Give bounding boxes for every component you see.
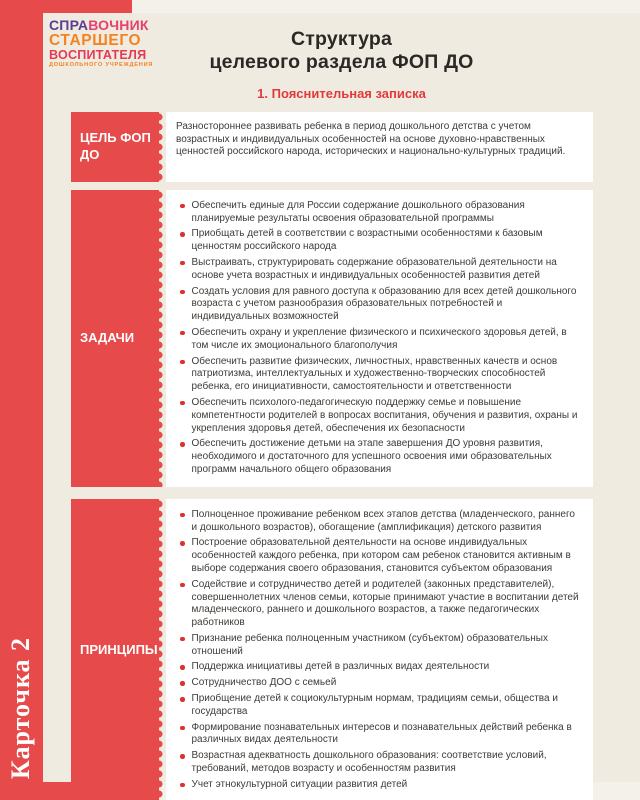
bullet-item — [178, 677, 579, 690]
logo-line-spravochnik — [49, 18, 169, 33]
section-content-tasks — [166, 190, 593, 487]
section-content-principles — [166, 499, 593, 800]
section-row-tasks — [71, 190, 640, 487]
vertical-card-label: Карточка 2 — [6, 636, 35, 780]
bullet-item — [178, 509, 579, 535]
logo-tagline: ДОШКОЛЬНОГО УЧРЕЖДЕНИЯ — [49, 61, 154, 68]
section-row-principles — [71, 499, 640, 800]
bullet-text: Обеспечить единые для России содержание дошкольного образования планируемые результаты освоения образовательной программы — [191, 199, 525, 224]
bullet-item — [178, 722, 579, 748]
logo-text-spra: СПРА — [49, 17, 89, 33]
logo-line-starshego: СТАРШЕГО — [49, 31, 142, 49]
bullet-text: Обеспечить развитие физических, личностных, нравственных качеств и основ патриотизма, интеллектуальных и художественно-творческих способностей ребенка, его инициативности, самостоятельности и ответственности — [191, 355, 558, 393]
bullet-dot-icon — [180, 290, 185, 295]
page-title-line2: целевого раздела ФОП ДО — [209, 51, 474, 74]
section-label-goal: ЦЕЛЬ ФОП ДО — [71, 112, 159, 182]
bullet-text: Обеспечить психолого-педагогическую поддержку семье и повышение компетентности родителей в вопросах воспитания, обучения и развития, охраны и укрепления здоровья детей, обеспечения их безопасности — [191, 396, 578, 434]
bullet-item — [178, 200, 579, 226]
bullet-text: Учет этнокультурной ситуации развития детей — [191, 778, 408, 790]
bullet-text: Обеспечить достижение детьми на этапе завершения ДО уровня развития, необходимого и достаточного для успешного освоения ими образовательных программ начального общего образования — [191, 438, 552, 475]
bullet-text: Возрастная адекватность дошкольного образования: соответствие условий, требований, методов возрасту и особенностям развития — [191, 750, 547, 775]
bullet-dot-icon — [180, 331, 185, 336]
bullet-dot-icon — [180, 232, 185, 237]
bullet-text: Создать условия для равного доступа к образованию для всех детей дошкольного возраста с учетом разнообразия образовательных потребностей и индивидуальных возможностей — [191, 285, 577, 323]
bullet-text: Сотрудничество ДОО с семьей — [191, 677, 337, 689]
section-label-principles: ПРИНЦИПЫ — [71, 499, 159, 800]
main-card — [43, 13, 640, 790]
bullet-dot-icon — [180, 783, 185, 788]
page-title-line1: Структура — [290, 28, 393, 50]
bullet-item — [178, 327, 579, 353]
bullet-text: Выстраивать, структурировать содержание образовательной деятельности на основе учета возрастных и индивидуальных особенностей развития детей — [191, 256, 557, 281]
bullet-item — [178, 633, 579, 659]
bullet-dot-icon — [180, 697, 185, 702]
bullet-text: Признание ребенка полноценным участником (субъектом) образовательных отношений — [191, 632, 548, 657]
bullet-text: Формирование познавательных интересов и познавательных действий ребенка в различных видах деятельности — [191, 721, 572, 746]
tasks-bullet-list — [178, 200, 579, 477]
principles-bullet-list — [178, 509, 579, 792]
bullet-dot-icon — [180, 637, 185, 642]
bullet-text: Полноценное проживание ребенком всех этапов детства (младенческого, раннего и дошкольного возрастов), обогащение (амплификация) детского развития — [191, 508, 575, 533]
bullet-text: Содействие и сотрудничество детей и родителей (законных представителей), совершеннолетних членов семьи, которые принимают участие в воспитании детей младенческого, раннего и дошкольного возрастов, а также педагогических работников — [191, 578, 579, 629]
bullet-text: Построение образовательной деятельности на основе индивидуальных особенностей каждого ребенка, при котором сам ребенок становится активным в выборе содержания своего образования, становится субъектом образования — [191, 537, 571, 574]
logo-line-vospitatelya: ВОСПИТАТЕЛЯ — [49, 47, 147, 62]
bullet-dot-icon — [180, 754, 185, 759]
section-heading: 1. Пояснительная записка — [257, 85, 426, 101]
bullet-item — [178, 661, 579, 674]
bullet-dot-icon — [180, 541, 185, 546]
sections-container — [43, 112, 640, 800]
section-row-goal — [71, 112, 640, 182]
bullet-text: Поддержка инициативы детей в различных видах деятельности — [191, 661, 490, 673]
bullet-dot-icon — [180, 681, 185, 686]
bullet-dot-icon — [180, 665, 185, 670]
bullet-item — [178, 286, 579, 324]
bullet-dot-icon — [180, 204, 185, 209]
bullet-text: Обеспечить охрану и укрепление физического и психического здоровья детей, в том числе их эмоционального благополучия — [191, 326, 567, 351]
section-content-goal: Разностороннее развивать ребенка в период дошкольного детства с учетом возрастных и индивидуальных особенностей на основе духовно-нравственных ценностей российского народа, исторических и национально-культурных традиций. — [166, 112, 593, 182]
bullet-dot-icon — [180, 442, 185, 447]
bullet-dot-icon — [180, 261, 185, 266]
bullet-dot-icon — [180, 726, 185, 731]
bullet-text: Приобщать детей в соответствии с возрастными особенностями к базовым ценностям российского народа — [191, 228, 543, 253]
bullet-item — [178, 397, 579, 435]
bullet-item — [178, 750, 579, 776]
bullet-item — [178, 537, 579, 575]
logo-text-vochnik: ВОЧНИК — [88, 17, 149, 33]
bullet-item — [178, 779, 579, 792]
bullet-dot-icon — [180, 513, 185, 518]
bullet-dot-icon — [180, 401, 185, 406]
publisher-logo — [49, 18, 169, 69]
bullet-dot-icon — [180, 360, 185, 365]
bullet-item — [178, 257, 579, 283]
bullet-item — [178, 579, 579, 630]
bullet-dot-icon — [180, 583, 185, 588]
bullet-item — [178, 356, 579, 394]
bullet-item — [178, 693, 579, 719]
section-label-tasks: ЗАДАЧИ — [71, 190, 159, 487]
bullet-text: Приобщение детей к социокультурным нормам, традициям семьи, общества и государства — [191, 693, 558, 717]
bullet-item — [178, 228, 579, 254]
bullet-item — [178, 438, 579, 476]
